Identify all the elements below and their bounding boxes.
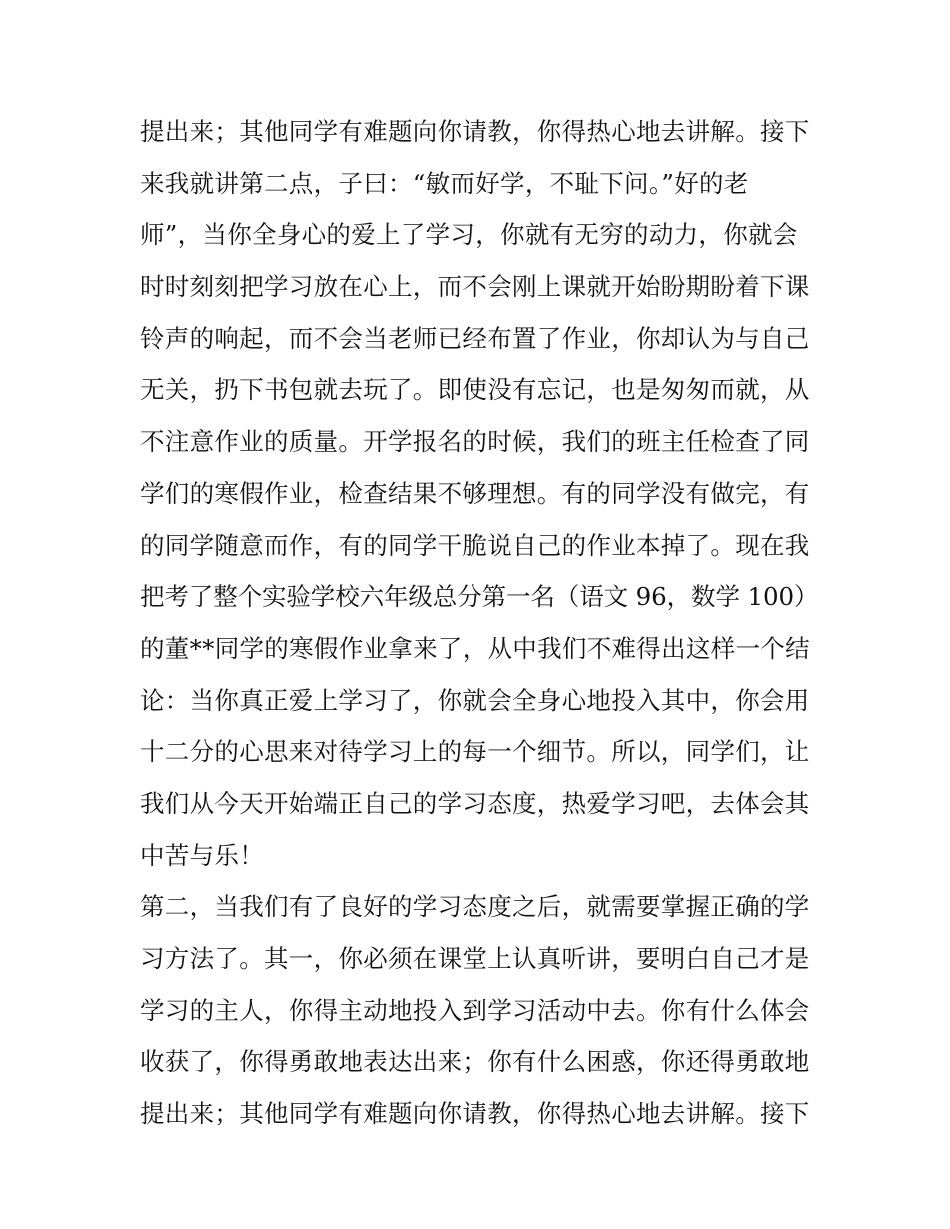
text-line: 时时刻刻把学习放在心上，而不会刚上课就开始盼期盼着下课 (140, 272, 810, 302)
text-line: 学们的寒假作业，检查结果不够理想。有的同学没有做完，有 (140, 478, 810, 508)
text-line: 来我就讲第二点，子曰：“敏而好学，不耻下问。”好的老 (140, 168, 749, 198)
text-line: 论：当你真正爱上学习了，你就会全身心地投入其中，你会用 (140, 685, 810, 715)
body-text (140, 106, 820, 1140)
text-line: 习方法了。其一，你必须在课堂上认真听讲，要明白自己才是 (140, 944, 810, 973)
text-line: 十二分的心思来对待学习上的每一个细节。所以，同学们，让 (140, 737, 810, 767)
text-line: 铃声的响起，而不会当老师已经布置了作业，你却认为与自己 (140, 323, 810, 353)
text-line: 无关，扔下书包就去玩了。即使没有忘记，也是匆匆而就，从 (140, 375, 810, 405)
text-line: 师”，当你全身心的爱上了学习，你就有无穷的动力，你就会 (140, 220, 798, 250)
text-line: 的同学随意而作，有的同学干脆说自己的作业本掉了。现在我 (140, 530, 810, 560)
text-line: 不注意作业的质量。开学报名的时候，我们的班主任检查了同 (140, 427, 810, 457)
text-line: 中苦与乐！ (140, 840, 264, 870)
text-line: 把考了整个实验学校六年级总分第一名（语文 96，数学 100） (140, 582, 819, 612)
text-line: 的董**同学的寒假作业拿来了，从中我们不难得出这样一个结 (140, 633, 810, 663)
text-line: 我们从今天开始端正自己的学习态度，热爱学习吧，去体会其 (140, 788, 810, 818)
text-line: 第二，当我们有了良好的学习态度之后，就需要掌握正确的学 (140, 892, 810, 922)
text-line: 收获了，你得勇敢地表达出来；你有什么困惑，你还得勇敢地 (140, 1047, 810, 1077)
text-line: 学习的主人，你得主动地投入到学习活动中去。你有什么体会 (140, 995, 810, 1025)
text-line: 提出来；其他同学有难题向你请教，你得热心地去讲解。接下 (140, 1099, 810, 1129)
text-line: 提出来；其他同学有难题向你请教，你得热心地去讲解。接下 (140, 117, 810, 146)
